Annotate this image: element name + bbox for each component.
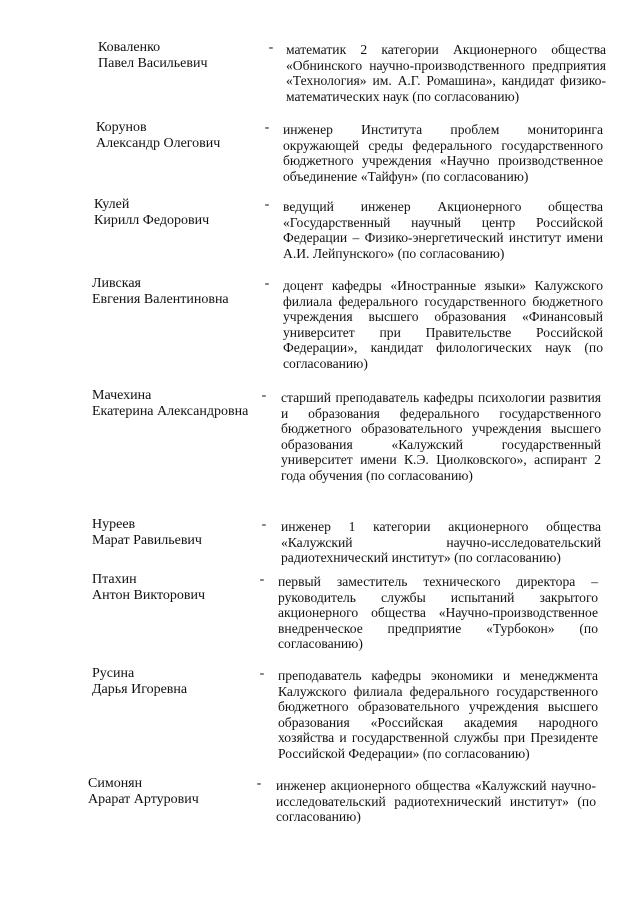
member-dash: - — [261, 517, 267, 532]
member-name — [98, 40, 273, 72]
member-surname: Мачехина — [92, 388, 152, 403]
member-position: математик 2 категории Акционерного общества «Обнинского научно-производственного предприятия «Технология» им. А.Г. Ромашина», кандидат физико-математических наук (по согласованию) — [286, 42, 606, 104]
member-given-names: Антон Викторович — [92, 588, 206, 603]
member-position: ведущий инженер Акционерного общества «Государственный научный центр Российской Федерации – Физико-энергетический институт имени А.И. Лейпунского» (по согласованию) — [283, 199, 603, 261]
member-name — [88, 776, 263, 808]
member-position: старший преподаватель кафедры психологии развития и образования федерального государственного бюджетного образовательного учреждения высшего образования «Калужский государственный университет имени К.Э. Циолковского», аспирант 2 года обучения (по согласованию) — [281, 390, 601, 483]
member-given-names: Марат Равильевич — [92, 533, 202, 548]
member-position: доцент кафедры «Иностранные языки» Калужского филиала федерального государственного бюджетного учреждения высшего образования «Финансовый университет при Правительстве Российской Федерации», кандидат филологических наук (по согласованию) — [283, 278, 603, 371]
member-given-names: Евгения Валентиновна — [92, 292, 229, 307]
member-dash: - — [264, 197, 270, 212]
member-surname: Нуреев — [92, 517, 136, 532]
member-surname: Кулей — [94, 197, 130, 212]
member-dash: - — [259, 572, 265, 587]
member-dash: - — [268, 40, 274, 55]
member-name — [92, 276, 267, 308]
member-position: первый заместитель технического директора – руководитель службы испытаний закрытого акционерного общества «Научно-производственное внедренческое предприятие «Турбокон» (по согласованию) — [278, 574, 598, 652]
member-surname: Симонян — [88, 776, 143, 791]
member-surname: Птахин — [92, 572, 137, 587]
member-name — [94, 197, 269, 229]
member-given-names: Арарат Артурович — [88, 792, 199, 807]
member-dash: - — [256, 776, 262, 791]
member-dash: - — [259, 666, 265, 681]
member-position: инженер 1 категории акционерного общества «Калужский научно-исследовательский радиотехнический институт» (по согласованию) — [281, 519, 601, 566]
member-name — [92, 517, 267, 549]
member-name — [92, 572, 267, 604]
member-given-names: Дарья Игоревна — [92, 682, 188, 697]
member-dash: - — [261, 388, 267, 403]
member-position: инженер Института проблем мониторинга окружающей среды федерального государственного бюджетного учреждения «Научно производственное объединение «Тайфун» (по согласованию) — [283, 122, 603, 184]
member-given-names: Екатерина Александровна — [92, 404, 249, 419]
member-position: преподаватель кафедры экономики и менеджмента Калужского филиала федерального государственного бюджетного образовательного учреждения высшего образования «Российская академия народного хозяйства и государственной службы при Президенте Российской Федерации» (по согласованию) — [278, 668, 598, 761]
member-given-names: Павел Васильевич — [98, 56, 208, 71]
member-dash: - — [264, 120, 270, 135]
member-position: инженер акционерного общества «Калужский научно-исследовательский радиотехнический институт» (по согласованию) — [276, 778, 596, 825]
member-name — [92, 666, 267, 698]
member-name — [92, 388, 267, 420]
member-surname: Коваленко — [98, 40, 161, 55]
member-surname: Ливская — [92, 276, 141, 291]
member-name — [96, 120, 271, 152]
member-dash: - — [264, 276, 270, 291]
member-surname: Корунов — [96, 120, 147, 135]
member-given-names: Кирилл Федорович — [94, 213, 210, 228]
member-surname: Русина — [92, 666, 135, 681]
member-given-names: Александр Олегович — [96, 136, 221, 151]
